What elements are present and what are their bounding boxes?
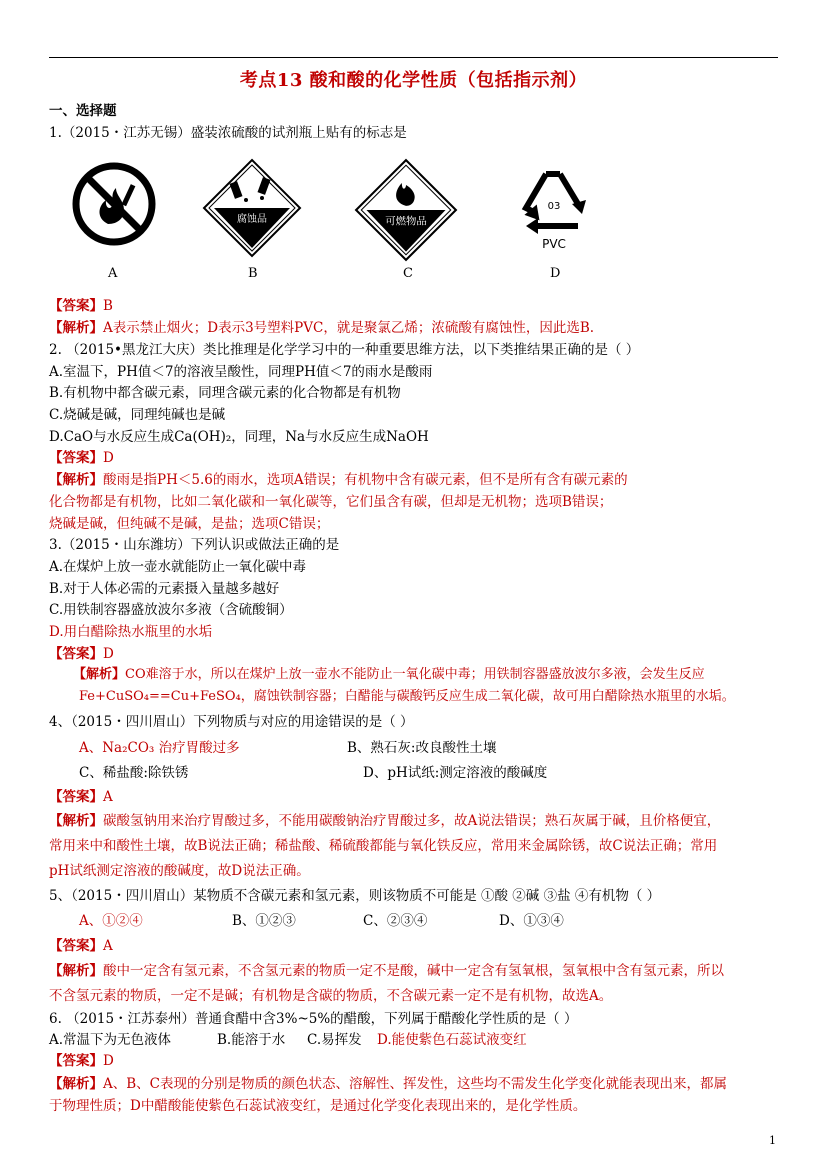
pvc-text: PVC	[542, 237, 566, 251]
no-smoking-icon	[70, 160, 158, 248]
analysis-4: 【解析】碳酸氢钠用来治疗胃酸过多，不能用碳酸钠治疗胃酸过多，故A说法错误；熟石灰属于碱，且价格便宜，	[49, 813, 721, 829]
page-number: 1	[769, 1134, 776, 1147]
q5-option-b: B、①②③	[232, 913, 296, 929]
q6-option-d: D.能使紫色石蕊试液变红	[377, 1032, 527, 1048]
q4-option-b: B、熟石灰:改良酸性土壤	[347, 740, 497, 756]
q6-option-a: A.常温下为无色液体	[49, 1032, 172, 1048]
answer-2: 【答案】D	[49, 450, 114, 466]
analysis-4-line-2: 常用来中和酸性土壤，故B说法正确；稀盐酸、稀硫酸都能与氧化铁反应，常用来金属除锈，故C说法正确；常用	[49, 838, 718, 854]
flammable-label: 可燃物品	[385, 215, 427, 228]
q3-option-c: C.用铁制容器盛放波尔多液（含硫酸铜）	[49, 602, 293, 618]
section-heading: 一、选择题	[49, 103, 117, 119]
question-5-stem: 5、（2015・四川眉山）某物质不含碳元素和氢元素，则该物质不可能是 ①酸 ②碱 ③盐 ④有机物（ ）	[49, 888, 661, 904]
question-4-stem: 4、（2015・四川眉山）下列物质与对应的用途错误的是（ ）	[49, 714, 414, 730]
analysis-1: 【解析】A表示禁止烟火；D表示3号塑料PVC，就是聚氯乙烯；浓硫酸有腐蚀性，因此选B.	[49, 320, 595, 336]
corrosive-label: 腐蚀品	[237, 214, 267, 225]
question-2-stem: 2. （2015•黑龙江大庆）类比推理是化学学习中的一种重要思维方法，以下类推结果正确的是（ ）	[49, 342, 640, 358]
pvc-code: 03	[547, 201, 561, 212]
page-title: 考点13 酸和酸的化学性质（包括指示剂）	[239, 70, 588, 91]
figure-label-c: C	[403, 266, 413, 281]
answer-4: 【答案】A	[49, 789, 113, 805]
analysis-4-line-3: pH试纸测定溶液的酸碱度，故D说法正确。	[49, 863, 310, 879]
q3-option-a: A.在煤炉上放一壶水就能防止一氧化碳中毒	[49, 559, 307, 575]
answer-6: 【答案】D	[49, 1053, 114, 1069]
figure-label-b: B	[248, 266, 258, 281]
analysis-3: 【解析】CO难溶于水，所以在煤炉上放一壶水不能防止一氧化碳中毒；用铁制容器盛放波尔多液，会发生反应	[73, 667, 705, 682]
header-rule	[49, 57, 778, 58]
figure-label-d: D	[550, 266, 561, 281]
q5-option-a: A、①②④	[79, 913, 143, 929]
analysis-2-line-3: 烧碱是碱，但纯碱不是碱，是盐；选项C错误；	[49, 516, 330, 532]
question-3-stem: 3.（2015・山东潍坊）下列认识或做法正确的是	[49, 537, 340, 553]
answer-1: 【答案】B	[49, 298, 113, 314]
q6-option-c: C.易挥发	[307, 1032, 362, 1048]
q4-option-d: D、pH试纸:测定溶液的酸碱度	[363, 765, 548, 781]
analysis-2: 【解析】酸雨是指PH＜5.6的雨水，选项A错误；有机物中含有碳元素，但不是所有含有碳元素的	[49, 472, 628, 488]
q3-option-b: B.对于人体必需的元素摄入量越多越好	[49, 581, 280, 597]
analysis-3-line-2: Fe+CuSO₄==Cu+FeSO₄，腐蚀铁制容器；白醋能与碳酸钙反应生成二氧化碳，故可用白醋除热水瓶里的水垢。	[79, 689, 735, 704]
flammable-hazard-icon	[354, 158, 458, 262]
figure-label-a: A	[108, 266, 118, 281]
q2-option-b: B.有机物中都含碳元素，同理含碳元素的化合物都是有机物	[49, 385, 401, 401]
question-6-stem: 6. （2015・江苏泰州）普通食醋中含3%~5%的醋酸，下列属于醋酸化学性质的是（ ）	[49, 1011, 578, 1027]
q4-option-a: A、Na₂CO₃ 治疗胃酸过多	[79, 740, 240, 756]
q5-option-c: C、②③④	[363, 913, 428, 929]
analysis-5-line-2: 不含氢元素的物质，一定不是碱；有机物是含碳的物质，不含碳元素一定不是有机物，故选A。	[49, 988, 613, 1004]
q2-option-c: C.烧碱是碱，同理纯碱也是碱	[49, 407, 226, 423]
q4-option-c: C、稀盐酸:除铁锈	[79, 765, 189, 781]
answer-3: 【答案】D	[49, 646, 114, 662]
q3-option-d: D.用白醋除热水瓶里的水垢	[49, 624, 213, 640]
analysis-2-line-2: 化合物都是有机物，比如二氧化碳和一氧化碳等，它们虽含有碳，但却是无机物；选项B错误；	[49, 494, 613, 510]
question-1-stem: 1.（2015・江苏无锡）盛装浓硫酸的试剂瓶上贴有的标志是	[49, 125, 407, 141]
corrosive-hazard-icon	[202, 158, 302, 258]
analysis-5: 【解析】酸中一定含有氢元素，不含氢元素的物质一定不是酸，碱中一定含有氢氧根，氢氧根中含有氢元素，所以	[49, 963, 724, 979]
pvc-recycle-icon	[512, 164, 596, 254]
q2-option-d: D.CaO与水反应生成Ca(OH)₂，同理，Na与水反应生成NaOH	[49, 429, 429, 445]
analysis-6: 【解析】A、B、C表现的分别是物质的颜色状态、溶解性、挥发性，这些均不需发生化学变化就能表现出来，都属	[49, 1076, 727, 1092]
q5-option-d: D、①③④	[499, 913, 564, 929]
answer-5: 【答案】A	[49, 938, 113, 954]
q2-option-a: A.室温下，PH值＜7的溶液呈酸性，同理PH值＜7的雨水是酸雨	[49, 364, 433, 380]
analysis-6-line-2: 于物理性质；D中醋酸能使紫色石蕊试液变红，是通过化学变化表现出来的，是化学性质。	[49, 1098, 587, 1114]
q6-option-b: B.能溶于水	[217, 1032, 286, 1048]
